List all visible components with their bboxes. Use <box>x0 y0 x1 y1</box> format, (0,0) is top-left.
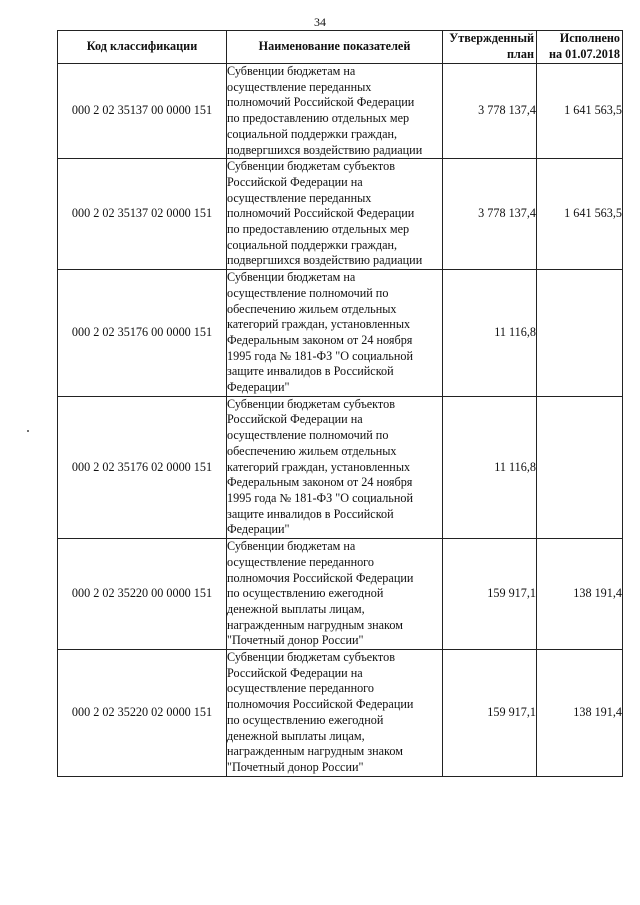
indicator-name-line: защите инвалидов в Российской <box>227 364 394 379</box>
approved-plan-value: 11 116,8 <box>443 270 537 397</box>
budget-table <box>57 30 623 777</box>
indicator-name-line: Российской Федерации на <box>227 174 363 189</box>
indicator-name-line: социальной поддержки граждан, <box>227 237 398 252</box>
classification-code: 000 2 02 35220 02 0000 151 <box>58 650 227 777</box>
indicator-name-line: осуществление переданного <box>227 554 374 569</box>
table-row <box>58 539 623 650</box>
approved-plan-value: 159 917,1 <box>443 650 537 777</box>
header-executed-line: на 01.07.2018 <box>548 47 620 61</box>
table-row <box>58 270 623 397</box>
indicator-name-line: 1995 года № 181-ФЗ "О социальной <box>227 490 413 505</box>
indicator-name-line: подвергшихся воздействию радиации <box>227 142 423 157</box>
indicator-name-line: награжденным нагрудным знаком <box>227 744 403 759</box>
indicator-name-line: осуществление переданного <box>227 681 374 696</box>
indicator-name-line: "Почетный донор России" <box>227 633 364 648</box>
executed-value <box>537 270 623 397</box>
indicator-name-line: 1995 года № 181-ФЗ "О социальной <box>227 348 413 363</box>
indicator-name-line: полномочия Российской Федерации <box>227 570 414 585</box>
indicator-name <box>227 270 443 397</box>
executed-value: 1 641 563,5 <box>537 64 623 159</box>
indicator-name-line: Российской Федерации на <box>227 412 363 427</box>
indicator-name-line: по осуществлению ежегодной <box>227 586 384 601</box>
indicator-name-line: полномочия Российской Федерации <box>227 697 414 712</box>
table-header-row <box>58 31 623 64</box>
classification-code: 000 2 02 35220 00 0000 151 <box>58 539 227 650</box>
indicator-name-line: социальной поддержки граждан, <box>227 126 398 141</box>
table-row <box>58 650 623 777</box>
indicator-name-line: подвергшихся воздействию радиации <box>227 253 423 268</box>
indicator-name-line: Субвенции бюджетам субъектов <box>227 650 395 665</box>
header-name: Наименование показателей <box>227 31 443 64</box>
indicator-name-line: Федерации" <box>227 522 290 537</box>
header-plan-line: Утвержденный <box>449 31 534 46</box>
approved-plan-value: 3 778 137,4 <box>443 159 537 270</box>
page-number: 34 <box>314 15 326 29</box>
indicator-name-line: обеспечению жильем отдельных <box>227 301 397 316</box>
indicator-name <box>227 539 443 650</box>
indicator-name <box>227 64 443 159</box>
executed-value <box>537 396 623 538</box>
indicator-name-line: полномочий Российской Федерации <box>227 95 415 110</box>
indicator-name-line: Субвенции бюджетам субъектов <box>227 159 395 174</box>
indicator-name <box>227 396 443 538</box>
indicator-name-line: осуществление переданных <box>227 190 372 205</box>
header-plan-line: план <box>507 47 534 61</box>
indicator-name-line: награжденным нагрудным знаком <box>227 617 403 632</box>
indicator-name-line: денежной выплаты лицам, <box>227 728 365 743</box>
indicator-name <box>227 650 443 777</box>
approved-plan-value: 3 778 137,4 <box>443 64 537 159</box>
executed-value: 1 641 563,5 <box>537 159 623 270</box>
indicator-name-line: Субвенции бюджетам на <box>227 64 356 78</box>
indicator-name-line: полномочий Российской Федерации <box>227 206 415 221</box>
indicator-name-line: по предоставлению отдельных мер <box>227 222 410 237</box>
indicator-name-line: Федеральным законом от 24 ноября <box>227 475 413 490</box>
indicator-name-line: Субвенции бюджетам на <box>227 270 356 285</box>
indicator-name-line: Федерации" <box>227 380 290 395</box>
header-executed <box>537 31 623 64</box>
indicator-name-line: осуществление полномочий по <box>227 428 389 443</box>
table-row <box>58 159 623 270</box>
table-row <box>58 64 623 159</box>
indicator-name-line: категорий граждан, установленных <box>227 459 411 474</box>
indicator-name-line: "Почетный донор России" <box>227 759 364 774</box>
approved-plan-value: 11 116,8 <box>443 396 537 538</box>
indicator-name-line: Федеральным законом от 24 ноября <box>227 332 413 347</box>
indicator-name-line: защите инвалидов в Российской <box>227 506 394 521</box>
classification-code: 000 2 02 35176 00 0000 151 <box>58 270 227 397</box>
scan-speck <box>27 430 29 432</box>
executed-value: 138 191,4 <box>537 650 623 777</box>
header-plan <box>443 31 537 64</box>
indicator-name-line: по предоставлению отдельных мер <box>227 111 410 126</box>
indicator-name-line: Российской Федерации на <box>227 665 363 680</box>
table-row <box>58 396 623 538</box>
indicator-name <box>227 159 443 270</box>
table-body <box>58 64 623 777</box>
indicator-name-line: категорий граждан, установленных <box>227 317 411 332</box>
classification-code: 000 2 02 35176 02 0000 151 <box>58 396 227 538</box>
classification-code: 000 2 02 35137 00 0000 151 <box>58 64 227 159</box>
indicator-name-line: осуществление переданных <box>227 79 372 94</box>
classification-code: 000 2 02 35137 02 0000 151 <box>58 159 227 270</box>
indicator-name-line: денежной выплаты лицам, <box>227 601 365 616</box>
indicator-name-line: по осуществлению ежегодной <box>227 712 384 727</box>
indicator-name-line: Субвенции бюджетам на <box>227 539 356 554</box>
indicator-name-line: обеспечению жильем отдельных <box>227 443 397 458</box>
header-code: Код классификации <box>58 31 227 64</box>
header-executed-line: Исполнено <box>559 31 620 46</box>
executed-value: 138 191,4 <box>537 539 623 650</box>
indicator-name-line: осуществление полномочий по <box>227 285 389 300</box>
approved-plan-value: 159 917,1 <box>443 539 537 650</box>
indicator-name-line: Субвенции бюджетам субъектов <box>227 396 395 411</box>
